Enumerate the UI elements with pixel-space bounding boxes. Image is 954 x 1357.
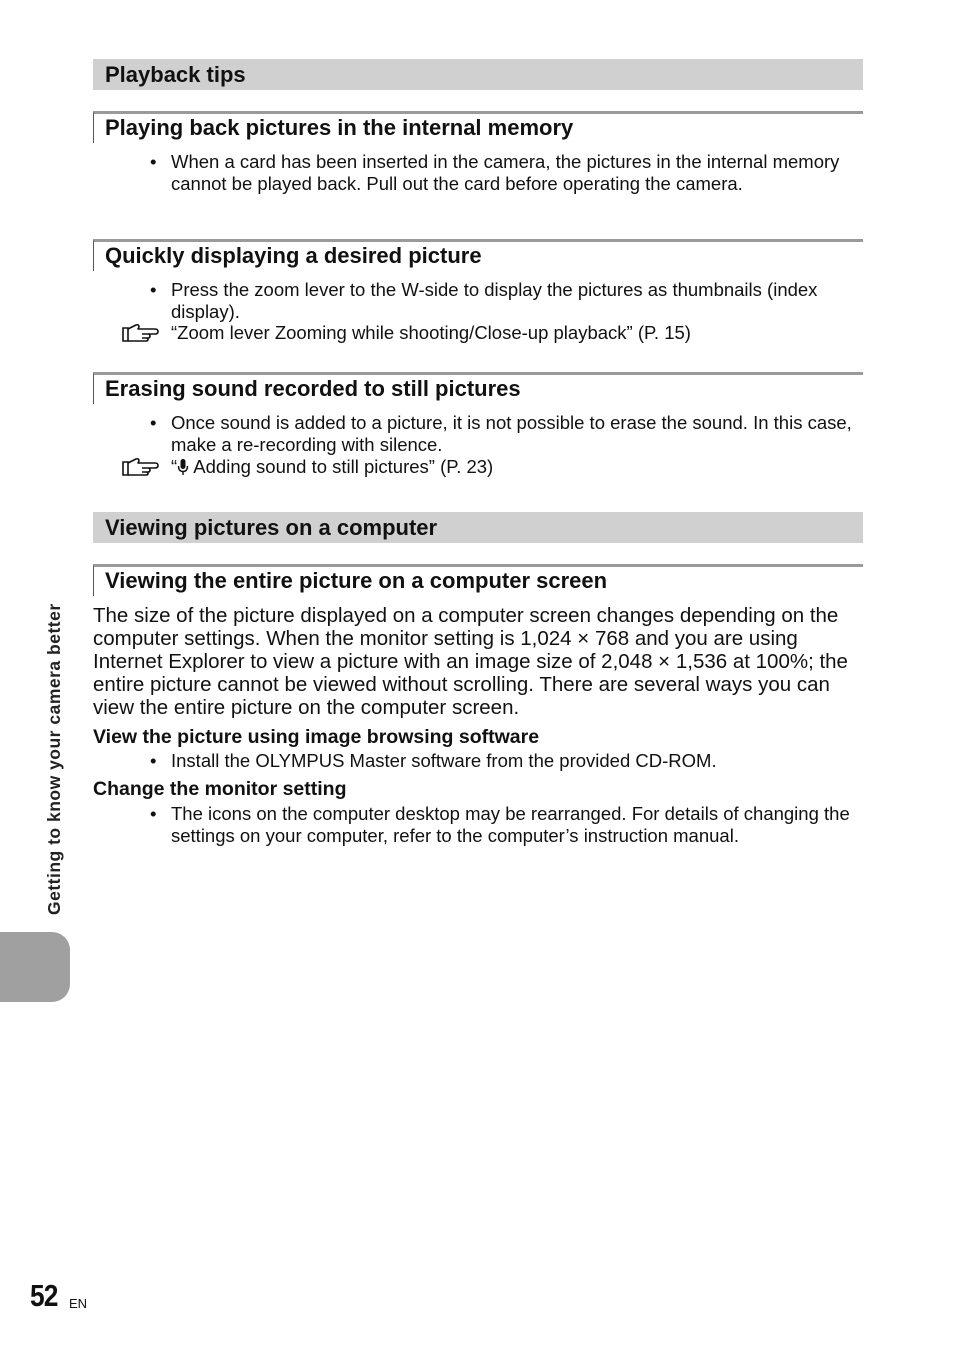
body-paragraph: The size of the picture displayed on a computer screen changes depending on the computer settings. When the monitor setting is 1,024 × 768 and you are using Internet Explorer to view a picture with an image size of 2,048 × 1,536 at 100%; the entire picture cannot be viewed without scrolling. There are several ways you can view the entire picture on the computer screen. <box>93 604 848 719</box>
subheading-desired-picture: Quickly displaying a desired picture <box>93 239 863 271</box>
pointing-hand-icon <box>122 323 162 343</box>
page-number: 52 <box>30 1278 58 1313</box>
bullet-glyph: • <box>150 412 157 433</box>
section-header-viewing-on-computer: Viewing pictures on a computer <box>93 512 863 543</box>
bullet-glyph: • <box>150 151 157 172</box>
microphone-icon <box>177 458 189 476</box>
chapter-tab <box>0 932 70 1002</box>
list-item <box>150 279 862 323</box>
reference-rest: Adding sound to still pictures” (P. 23) <box>189 456 494 477</box>
list-item <box>150 412 862 456</box>
bullet-text: The icons on the computer desktop may be rearranged. For details of changing the settings on your computer, refer to the computer’s instruction manual. <box>171 803 850 846</box>
bullet-glyph: • <box>150 803 157 824</box>
list-item <box>150 151 862 195</box>
language-code: EN <box>69 1296 88 1311</box>
bullet-text: Once sound is added to a picture, it is not possible to erase the sound. In this case, make a re-recording with silence. <box>171 412 852 455</box>
reference-text <box>171 456 862 478</box>
method-title: Change the monitor setting <box>93 778 347 800</box>
page-reference <box>122 322 862 344</box>
method-title: View the picture using image browsing software <box>93 726 540 748</box>
section-header-playback-tips: Playback tips <box>93 59 863 90</box>
reference-text: “Zoom lever Zooming while shooting/Close-up playback” (P. 15) <box>171 322 691 343</box>
bullet-text: Press the zoom lever to the W-side to display the pictures as thumbnails (index display). <box>171 279 818 322</box>
list-item <box>150 803 862 847</box>
bullet-text: Install the OLYMPUS Master software from the provided CD-ROM. <box>171 750 717 771</box>
subheading-entire-picture: Viewing the entire picture on a computer screen <box>93 564 863 596</box>
pointing-hand-icon <box>122 457 162 477</box>
bullet-text: When a card has been inserted in the camera, the pictures in the internal memory cannot be played back. Pull out the card before operating the camera. <box>171 151 840 194</box>
reference-open-quote: “ <box>171 456 178 477</box>
list-item <box>150 750 862 772</box>
subheading-internal-memory: Playing back pictures in the internal memory <box>93 111 863 143</box>
bullet-glyph: • <box>150 750 157 771</box>
page-reference <box>122 456 862 478</box>
subheading-erasing-sound: Erasing sound recorded to still pictures <box>93 372 863 404</box>
bullet-glyph: • <box>150 279 157 300</box>
chapter-side-label: Getting to know your camera better <box>44 603 64 915</box>
